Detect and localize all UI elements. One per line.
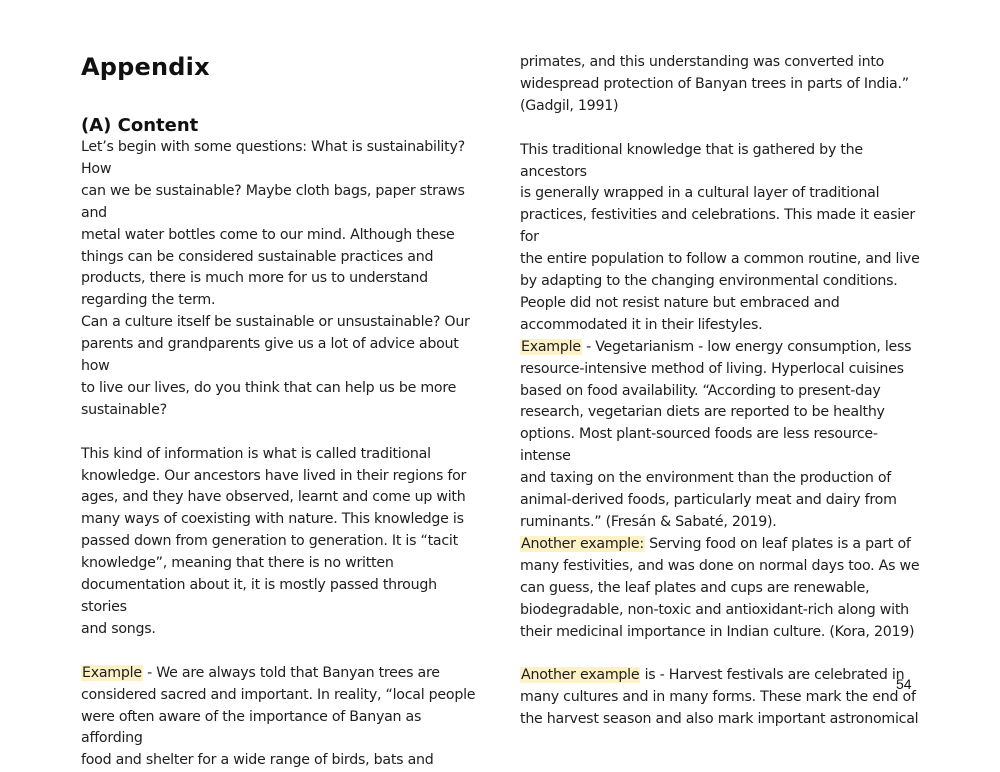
example-highlight: Example: [82, 664, 142, 681]
vegetarianism-example-text: - Vegetarianism - low energy consumption, less resource-intensive method of living. Hyperlocal cuisines based on food availability. “According to present-day research, vegetarian diets are reported to be healthy options. Most plant-sourced foods are less resource-intense and taxing on the environment than the production of animal-derived foods, particularly meat and dairy from ruminants.” (Fresán & Sabaté, 2019).: [520, 338, 912, 531]
right-column: [520, 52, 920, 731]
leaf-plates-example-text: Serving food on leaf plates is a part of many festivities, and was done on normal days too. As we can guess, the leaf plates and cups are renewable, biodegradable, non-toxic and antioxidant-rich along with their medicinal importance in Indian culture. (Kora, 2019): [520, 535, 920, 640]
left-column-text: [81, 137, 481, 772]
paragraph-gap: [81, 641, 481, 663]
example-highlight: Example: [521, 338, 581, 355]
section-heading: (A) Content: [81, 115, 199, 136]
page-number: 54: [896, 676, 912, 692]
traditional-knowledge-paragraph: This kind of information is what is called traditional knowledge. Our ancestors have lived in their regions for ages, and they have observed, learnt and come up with many ways of coexisting with nature. This knowledge is passed down from generation to generation. It is “tacit knowledge”, meaning that there is no written documentation about it, it is mostly passed through stories and songs.: [81, 445, 467, 637]
another-example-highlight: Another example:: [521, 535, 644, 552]
harvest-festival-example-paragraph: [520, 665, 920, 731]
paragraph-gap: [520, 118, 920, 140]
harvest-festival-example-text: is - Harvest festivals are celebrated in many cultures and in many forms. These mark the end of the harvest season and also mark important astronomical: [520, 667, 919, 728]
paragraph-gap: [81, 422, 481, 444]
banyan-quote-continuation: primates, and this understanding was converted into widespread protection of Banyan trees in parts of India.” (Gadgil, 1991): [520, 54, 909, 114]
banyan-example-paragraph: [81, 663, 481, 772]
cultural-layer-paragraph: This traditional knowledge that is gathered by the ancestors is generally wrapped in a cultural layer of traditional practices, festivities and celebrations. This made it easier for the entire population to follow a common routine, and live by adapting to the changing environmental conditions. People did not resist nature but embraced and accommodated it in their lifestyles.: [520, 141, 920, 333]
banyan-example-text: - We are always told that Banyan trees are considered sacred and important. In reality, “local people were often aware of the importance of Banyan as affording food and shelter for a wide range of birds, bats and: [81, 664, 476, 769]
vegetarianism-example-paragraph: [520, 337, 920, 534]
another-example-highlight: Another example: [521, 667, 640, 684]
leaf-plates-example-paragraph: [520, 534, 920, 644]
page-title: Appendix: [81, 53, 210, 81]
paragraph-gap: [520, 643, 920, 665]
intro-paragraph: Let’s begin with some questions: What is sustainability? How can we be sustainable? Maybe cloth bags, paper straws and metal water bottles come to our mind. Although these things can be considered sustainable practices and products, there is much more for us to understand regarding the term. Can a culture itself be sustainable or unsustainable? Our parents and grandparents give us a lot of advice about how to live our lives, do you think that can help us be more sustainable?: [81, 139, 470, 418]
